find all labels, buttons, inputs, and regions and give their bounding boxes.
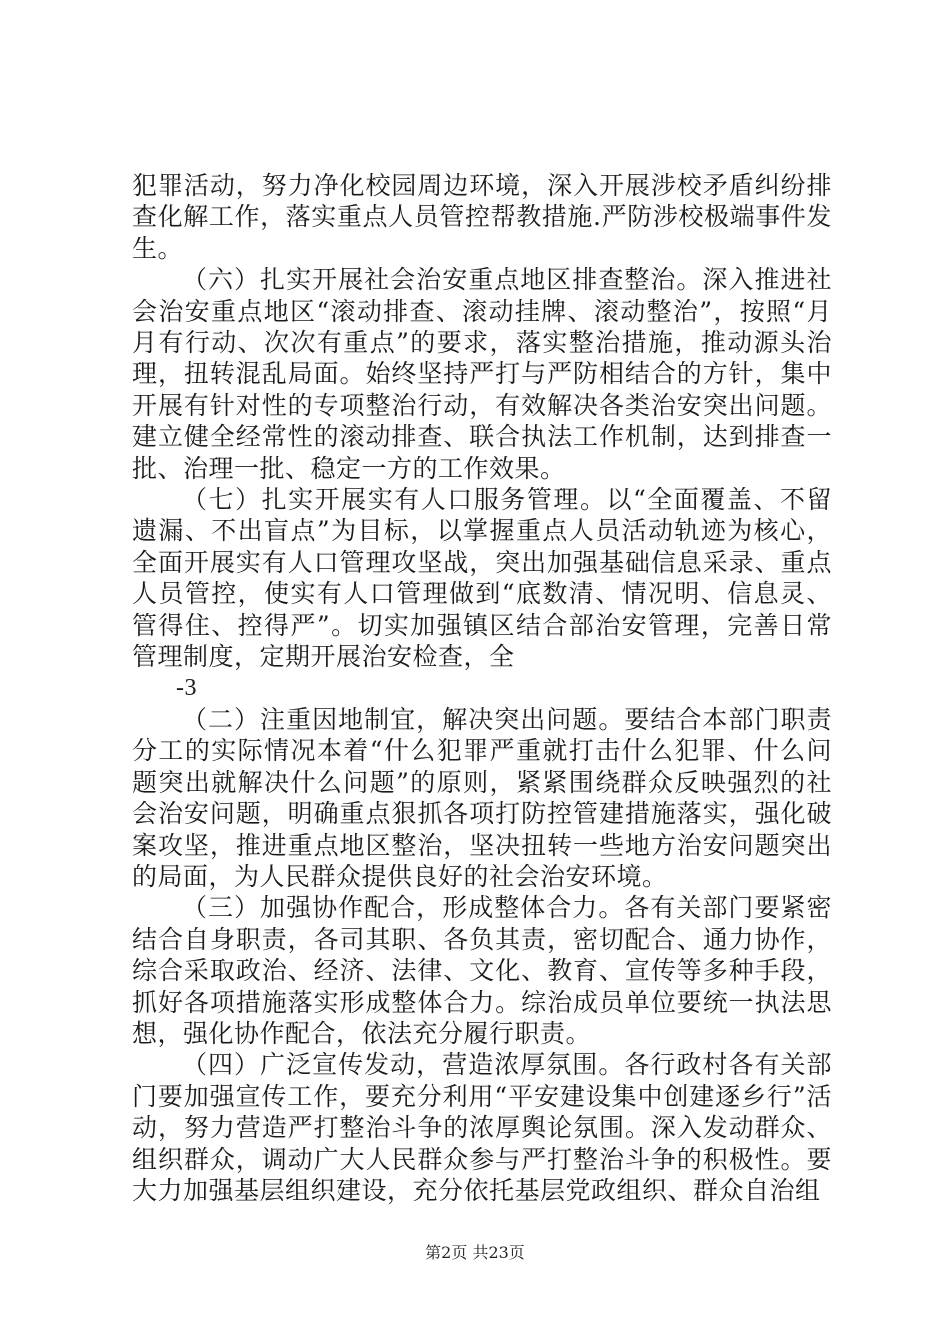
document-body: [132, 170, 832, 1206]
paragraph-section-7: （七）扎实开展实有人口服务管理。以“全面覆盖、不留遗漏、不出盲点”为目标，以掌握重点人员活动轨迹为核心，全面开展实有人口管理攻坚战，突出加强基础信息采录、重点人员管控，使实有人口管理做到“底数清、情况明、信息灵、管得住、控得严”。切实加强镇区结合部治安管理，完善日常管理制度，定期开展治安检查，全: [132, 485, 832, 672]
paragraph-section-2: （二）注重因地制宜，解决突出问题。要结合本部门职责分工的实际情况本着“什么犯罪严重就打击什么犯罪、什么问题突出就解决什么问题”的原则，紧紧围绕群众反映强烈的社会治安问题，明确重点狠抓各项打防控管建措施落实，强化破案攻坚，推进重点地区整治，坚决扭转一些地方治安问题突出的局面，为人民群众提供良好的社会治安环境。: [132, 704, 832, 891]
page-footer: 第2页 共23页: [425, 1243, 525, 1262]
paragraph-continuation: 犯罪活动，努力净化校园周边环境，深入开展涉校矛盾纠纷排查化解工作，落实重点人员管控帮教措施.严防涉校极端事件发生。: [132, 171, 832, 263]
paragraph-section-4: （四）广泛宣传发动，营造浓厚氛围。各行政村各有关部门要加强宣传工作，要充分利用“平安建设集中创建逐乡行”活动，努力营造严打整治斗争的浓厚舆论氛围。深入发动群众、组织群众，调动广大人民群众参与严打整治斗争的积极性。要大力加强基层组织建设，充分依托基层党政组织、群众自治组: [132, 1050, 832, 1205]
embedded-page-marker: -3: [176, 674, 197, 701]
paragraph-section-6: （六）扎实开展社会治安重点地区排查整治。深入推进社会治安重点地区“滚动排查、滚动挂牌、滚动整治”，按照“月月有行动、次次有重点”的要求，落实整治措施，推动源头治理，扭转混乱局面。始终坚持严打与严防相结合的方针，集中开展有针对性的专项整治行动，有效解决各类治安突出问题。建立健全经常性的滚动排查、联合执法工作机制，达到排查一批、治理一批、稳定一方的工作效果。: [132, 265, 832, 483]
paragraph-section-3: （三）加强协作配合，形成整体合力。各有关部门要紧密结合自身职责，各司其职、各负其责，密切配合、通力协作，综合采取政治、经济、法律、文化、教育、宣传等多种手段，抓好各项措施落实形成整体合力。综治成员单位要统一执法思想，强化协作配合，依法充分履行职责。: [132, 893, 832, 1048]
